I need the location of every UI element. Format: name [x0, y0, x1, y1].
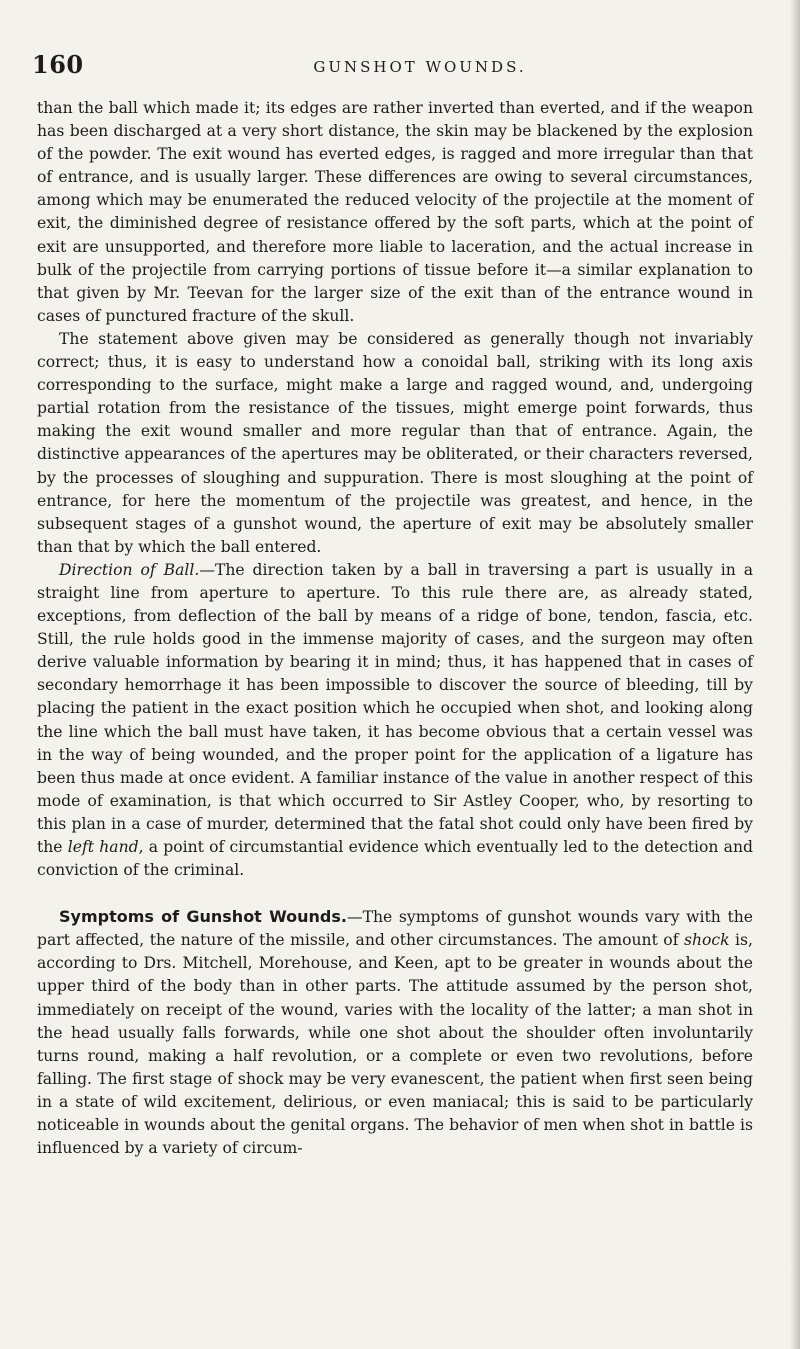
running-title: GUNSHOT WOUNDS.: [313, 58, 527, 76]
symptoms-text-a: —The symptoms of gunshot wounds vary with the part affected, the nature of the missile, and other circumstances. The amount of: [37, 908, 753, 950]
left-hand-emphasis: left hand: [67, 838, 139, 856]
direction-text: —The direction taken by a ball in traversing a part is usually in a straight line from aperture to aperture. To this rule there are, as already stated, exceptions, from deflection of the ball by means of a ridge of bone, tendon, fascia, etc. Still, the rule holds good in the immense majority of cases, and the surgeon may often derive valuable information by bearing it in mind; thus, it has happened that in cases of secondary hemorrhage it has been impossible to discover the source of bleeding, till by placing the patient in the exact position which he occupied when shot, and looking along the line which the ball must have taken, it has become obvious that a certain vessel was in the way of being wounded, and the proper point for the application of a ligature has been thus made at once evident. A familiar instance of the value in another respect of this mode of examination, is that which occurred to Sir Astley Cooper, who, by resorting to this plan in a case of murder, determined that the fatal shot could only have been fired by the: [37, 560, 753, 856]
symptoms-text-b: is, according to Drs. Mitchell, Morehouse, and Keen, apt to be greater in wounds about the upper third of the body than in other parts. The attitude assumed by the person shot, immediately on receipt of the wound, varies with the locality of the latter; a man shot in the head usually falls forwards, while one shot about the shoulder often involuntarily turns round, making a half revolution, or a complete or even two revolutions, before falling. The first stage of shock may be very evanescent, the patient when first seen being in a state of wild excitement, delirious, or even maniacal; this is said to be particularly noticeable in wounds about the genital organs. The behavior of men when shot in battle is influenced by a variety of circum-: [37, 931, 753, 1158]
page-header: [32, 50, 768, 90]
direction-text-end: , a point of circumstantial evidence which eventually led to the detection and conviction of the criminal.: [37, 838, 753, 880]
paragraph-exit-wound: than the ball which made it; its edges are rather inverted than everted, and if the weapon has been discharged at a very short distance, the skin may be blackened by the explosion of the powder. The exit wound has everted edges, is ragged and more irregular than that of entrance, and is usually larger. These differences are owing to several circumstances, among which may be enumerated the reduced velocity of the projectile at the moment of exit, the diminished degree of resistance offered by the soft parts, which at the point of exit are unsupported, and therefore more liable to laceration, and the actual increase in bulk of the projectile from carrying portions of tissue before it—a similar explanation to that given by Mr. Teevan for the larger size of the exit than of the entrance wound in cases of punctured fracture of the skull.: [37, 99, 753, 325]
direction-heading: Direction of Ball.: [59, 560, 200, 579]
symptoms-heading: Symptoms of Gunshot Wounds.: [59, 907, 347, 927]
paragraph-direction-of-ball: [37, 559, 753, 882]
page-number: 160: [32, 50, 84, 79]
page-edge-shadow: [790, 0, 800, 1349]
paragraph-statement: The statement above given may be considered as generally though not invariably correct; thus, it is easy to understand how a conoidal ball, striking with its long axis corresponding to the surface, might make a large and ragged wound, and, undergoing partial rotation from the resistance of the tissues, might emerge point forwards, thus making the exit wound smaller and more regular than that of entrance. Again, the distinctive appearances of the apertures may be obliterated, or their characters reversed, by the processes of sloughing and suppuration. There is most sloughing at the point of entrance, for here the momentum of the projectile was greatest, and hence, in the subsequent stages of a gunshot wound, the aperture of exit may be absolutely smaller than that by which the ball entered.: [37, 329, 753, 556]
body-text: [37, 97, 753, 1160]
paragraph-symptoms: [37, 905, 753, 1160]
shock-emphasis: shock: [683, 931, 730, 950]
